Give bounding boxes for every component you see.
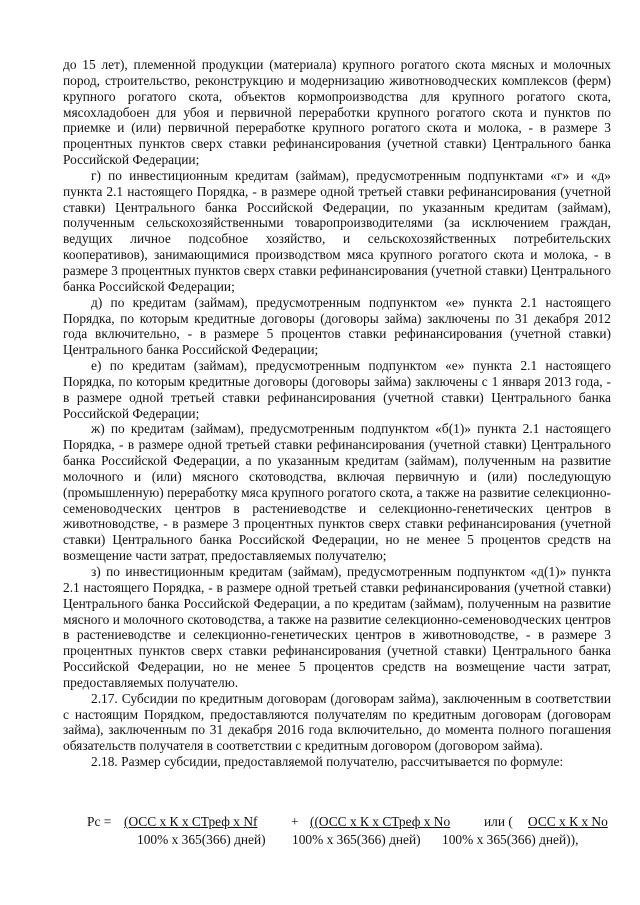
paragraph-2-18: 2.18. Размер субсидии, предоставляемой получателю, рассчитывается по формуле:	[91, 754, 564, 770]
formula-numerator-3: ОСС х К х No	[528, 814, 608, 829]
formula-plus: +	[291, 814, 299, 829]
formula-denominator-2: 100% х 365(366) дней)	[292, 832, 421, 847]
formula-numerator-1: (ОСС х К х СТреф х Nf	[124, 814, 258, 829]
paragraph-item-z: з) по инвестиционным кредитам (займам), предусмотренным подпунктом «д(1)» пункта 2.1 настоящего Порядка, - в размере одной третьей ставки рефинансирования (учетной ставки) Центрального банка Российской Федерации, а по кредитам (займам), полученным на развитие мясного и молочного скотоводства, а также на развитие селекционно-семеноводческих центров в растениеводстве и селекционно-генетических центров в животноводстве, - в размере 3 процентных пунктов сверх ставки рефинансирования (учетной ставки) Центрального банка Российской Федерации, но не менее 5 процентов средств на возмещение части затрат, предоставляемых получателю.	[63, 564, 611, 690]
formula-denominator-3: 100% х 365(366) дней)),	[442, 832, 579, 847]
document-body	[63, 57, 611, 770]
paragraph-item-g: г) по инвестиционным кредитам (займам), предусмотренным подпунктами «г» и «д» пункта 2.1 настоящего Порядка, - в размере одной третьей ставки рефинансирования (учетной ставки) Центрального банка Российской Федерации, по указанным кредитам (займам), полученным сельскохозяйственными товаропроизводителями (за исключением граждан, ведущих личное подсобное хозяйство, и сельскохозяйственных потребительских кооперативов), занимающимися производством мяса крупного рогатого скота и молока, - в размере 3 процентных пунктов сверх ставки рефинансирования (учетной ставки) Центрального банка Российской Федерации;	[63, 167, 611, 294]
formula-numerator-2: ((ОСС х К х СТреф х No	[310, 814, 451, 829]
paragraph-item-e: е) по кредитам (займам), предусмотренным подпунктом «е» пункта 2.1 настоящего Порядка, по которым кредитные договоры (договоры займа) заключены с 1 января 2013 года, - в размере одной третьей ставки рефинансирования (учетной ставки) Центрального банка Российской Федерации;	[63, 358, 611, 421]
formula-or: или (	[484, 814, 513, 829]
paragraph-item-zh: ж) по кредитам (займам), предусмотренным подпунктом «б(1)» пункта 2.1 настоящего Порядка, - в размере одной третьей ставки рефинансирования (учетной ставки) Центрального банка Российской Федерации, а по указанным кредитам (займам), полученным на развитие молочного и (или) мясного скотоводства, включая первичную и (или) последующую (промышленную) переработку мяса крупного рогатого скота, а также на развитие селекционно-семеноводческих центров в растениеводстве и селекционно-генетических центров в животноводстве, - в размере 3 процентных пунктов сверх ставки рефинансирования (учетной ставки) Центрального банка Российской Федерации, но не менее 5 процентов средств на возмещение части затрат, предоставляемых получателю;	[63, 421, 611, 564]
subsidy-formula	[63, 814, 623, 874]
paragraph-item-d: д) по кредитам (займам), предусмотренным подпунктом «е» пункта 2.1 настоящего Порядка, по которым кредитные договоры (договоры займа) заключены по 31 декабря 2012 года включительно, - в размере 5 процентов ставки рефинансирования (учетной ставки) Центрального банка Российской Федерации;	[63, 294, 611, 358]
formula-denominator-1: 100% х 365(366) дней)	[137, 832, 266, 847]
formula-lhs: Pc =	[87, 814, 112, 829]
paragraph-2-17: 2.17. Субсидии по кредитным договорам (договорам займа), заключенным в соответствии с настоящим Порядком, предоставляются получателям по кредитным договорам (договорам займа), заключенным по 31 декабря 2016 года включительно, до момента полного погашения обязательств получателя в соответствии с кредитным договором (договором займа).	[63, 690, 611, 754]
paragraph-continuation: до 15 лет), племенной продукции (материала) крупного рогатого скота мясных и молочных пород, строительство, реконструкцию и модернизацию животноводческих комплексов (ферм) крупного рогатого скота, объектов кормопроизводства для крупного рогатого скота, мясохладобоен для убоя и первичной переработки крупного рогатого скота и пунктов по приемке и (или) первичной переработке крупного рогатого скота и молока, - в размере 3 процентных пунктов сверх ставки рефинансирования (учетной ставки) Центрального банка Российской Федерации;	[63, 57, 611, 168]
